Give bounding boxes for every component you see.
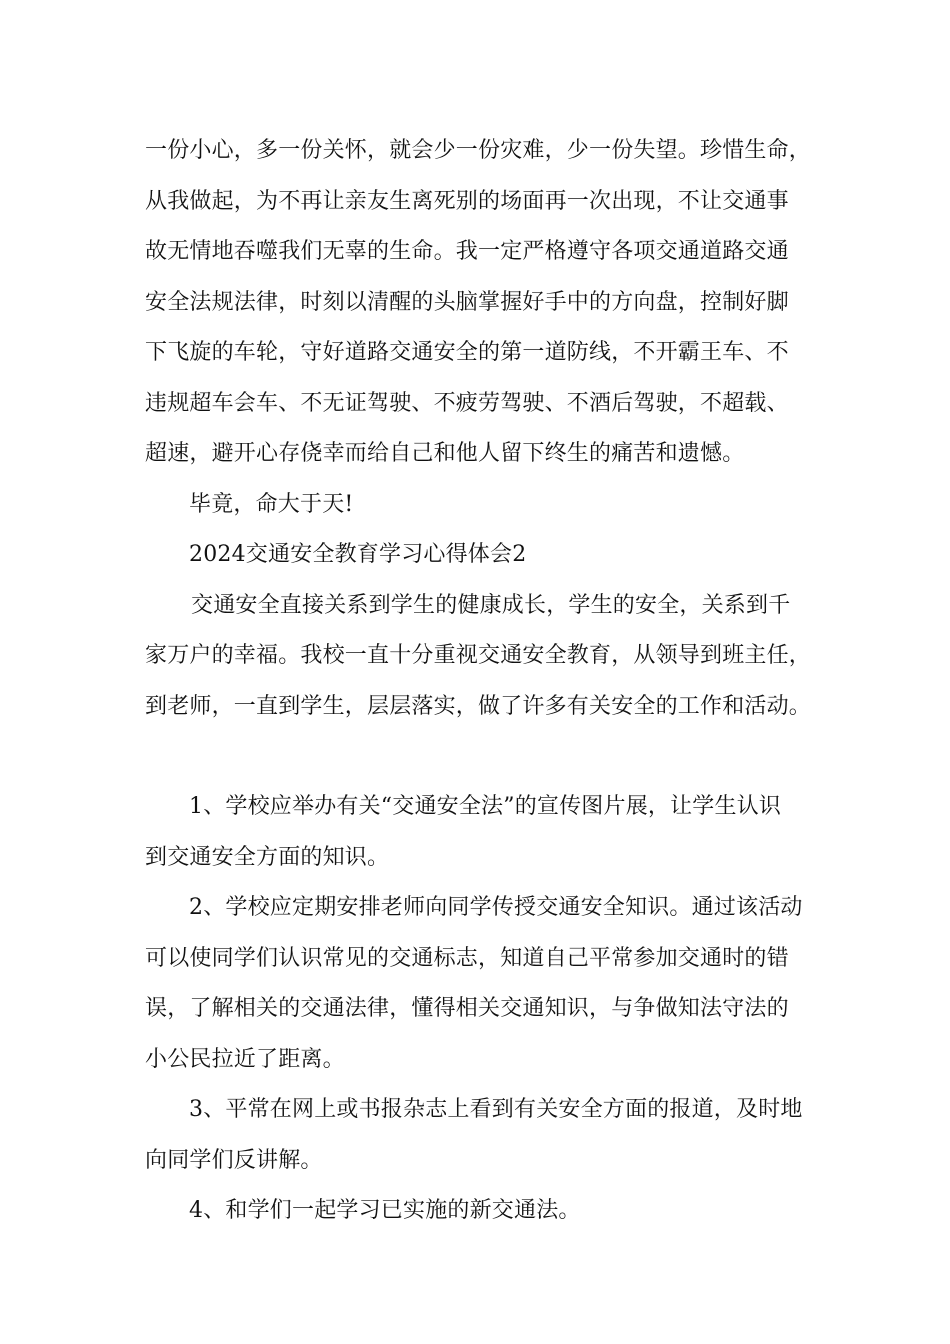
section-heading: 2024交通安全教育学习心得体会2 xyxy=(189,542,527,567)
blank-line xyxy=(145,732,835,782)
text-line: 小公民拉近了距离。 xyxy=(145,1046,345,1072)
text-line: 从我做起，为不再让亲友生离死别的场面再一次出现，不让交通事 xyxy=(145,188,789,214)
list-item-4: 4、和学们一起学习已实施的新交通法。 xyxy=(189,1198,581,1223)
text-line: 到老师，一直到学生，层层落实，做了许多有关安全的工作和活动。 xyxy=(145,693,812,719)
list-item-3 xyxy=(145,1085,835,1186)
paragraph-1 xyxy=(145,126,835,480)
text-line: 向同学们反讲解。 xyxy=(145,1147,323,1173)
text-line: 误，了解相关的交通法律，懂得相关交通知识，与争做知法守法的 xyxy=(145,996,789,1021)
text-line: 下飞旋的车轮，守好道路交通安全的第一道防线，不开霸王车、不 xyxy=(145,340,789,365)
list-item-1 xyxy=(145,782,835,883)
document-page xyxy=(145,126,835,1237)
text-line: 2、学校应定期安排老师向同学传授交通安全知识。通过该活动 xyxy=(189,895,803,920)
text-line: 到交通安全方面的知识。 xyxy=(145,844,390,870)
text-line: 超速，避开心存侥幸而给自己和他人留下终生的痛苦和遗憾。 xyxy=(145,441,745,466)
text-line: 1、学校应举办有关“交通安全法”的宣传图片展，让学生认识 xyxy=(189,794,782,819)
text-line: 家万户的幸福。我校一直十分重视交通安全教育，从领导到班主任， xyxy=(145,643,812,668)
text-line: 可以使同学们认识常见的交通标志，知道自己平常参加交通时的错 xyxy=(145,945,789,971)
list-item-2 xyxy=(145,883,835,1085)
text-line: 3、平常在网上或书报杂志上看到有关安全方面的报道，及时地 xyxy=(189,1097,803,1122)
paragraph-2: 毕竟，命大于天! xyxy=(189,491,354,517)
text-line: 故无情地吞噬我们无辜的生命。我一定严格遵守各项交通道路交通 xyxy=(145,239,789,264)
text-line: 一份小心，多一份关怀，就会少一份灾难，少一份失望。珍惜生命， xyxy=(145,138,812,163)
text-line: 安全法规法律，时刻以清醒的头脑掌握好手中的方向盘，控制好脚 xyxy=(145,289,789,315)
text-line: 违规超车会车、不无证驾驶、不疲劳驾驶、不酒后驾驶，不超载、 xyxy=(145,390,789,416)
paragraph-3 xyxy=(145,581,835,733)
text-line: 交通安全直接关系到学生的健康成长，学生的安全，关系到千 xyxy=(191,592,791,618)
